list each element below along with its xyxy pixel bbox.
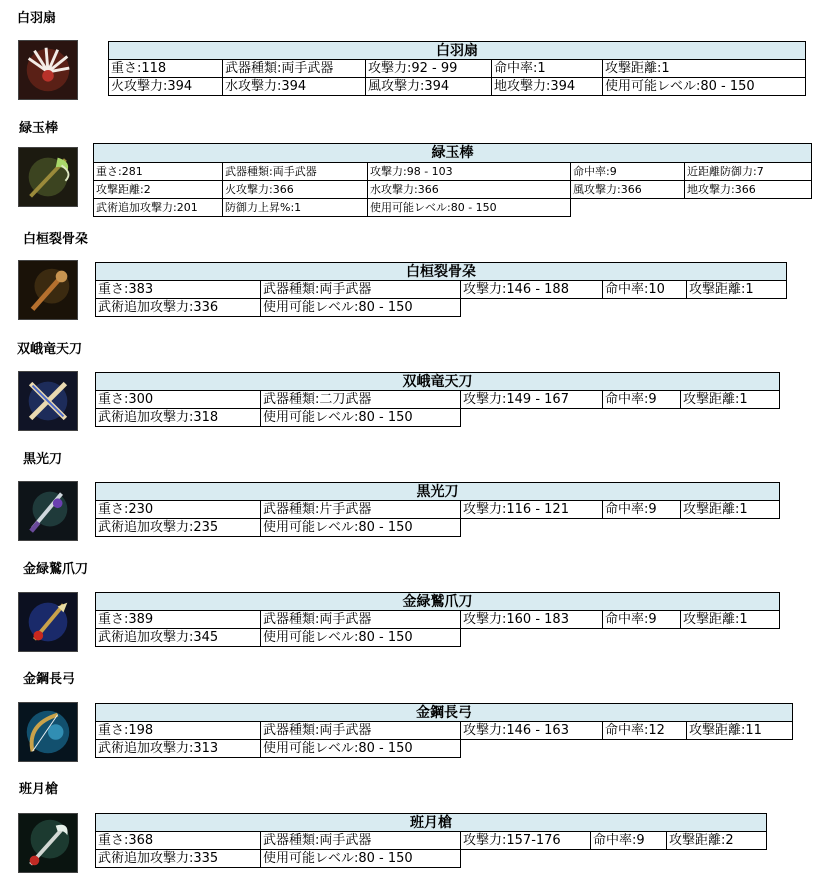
water-attack-cell: 水攻撃力:394	[223, 78, 366, 96]
attack-range-cell: 攻撃距離:1	[681, 611, 780, 629]
weight-cell: 重さ:389	[96, 611, 261, 629]
item-spec-table	[95, 592, 780, 647]
item-title: 金緑鷲爪刀	[23, 562, 89, 577]
item-spec-table	[95, 262, 787, 317]
weapon-type-cell: 武器種類:両手武器	[261, 281, 461, 299]
attack-cell: 攻撃力:98 - 103	[368, 163, 571, 181]
weight-cell: 重さ:368	[96, 832, 261, 850]
weight-cell: 重さ:230	[96, 501, 261, 519]
weight-cell: 重さ:118	[109, 60, 223, 78]
attack-range-cell: 攻撃距離:1	[603, 60, 806, 78]
attack-range-cell: 攻撃距離:2	[94, 181, 223, 199]
item-spec-table	[95, 813, 767, 868]
fire-attack-cell: 火攻撃力:394	[109, 78, 223, 96]
attack-range-cell: 攻撃距離:1	[681, 501, 780, 519]
accuracy-cell: 命中率:10	[603, 281, 687, 299]
item-spec-header: 白羽扇	[109, 42, 806, 60]
weapon-type-cell: 武器種類:片手武器	[261, 501, 461, 519]
water-attack-cell: 水攻撃力:366	[368, 181, 571, 199]
weight-cell: 重さ:281	[94, 163, 223, 181]
fire-attack-cell: 火攻撃力:366	[223, 181, 368, 199]
attack-cell: 攻撃力:146 - 163	[461, 722, 603, 740]
defense-up-cell: 防御力上昇%:1	[223, 199, 368, 217]
level-range-cell: 使用可能レベル:80 - 150	[261, 409, 461, 427]
level-range-cell: 使用可能レベル:80 - 150	[261, 740, 461, 758]
accuracy-cell: 命中率:9	[571, 163, 685, 181]
accuracy-cell: 命中率:9	[603, 391, 681, 409]
weapon-type-cell: 武器種類:両手武器	[261, 832, 461, 850]
item-spec-table	[95, 482, 780, 537]
item-title: 白桓裂骨朶	[23, 232, 89, 247]
level-range-cell: 使用可能レベル:80 - 150	[261, 299, 461, 317]
item-spec-table	[95, 703, 793, 758]
item-title: 緑玉棒	[19, 121, 59, 136]
martial-bonus-cell: 武術追加攻撃力:201	[94, 199, 223, 217]
close-defense-cell: 近距離防御力:7	[685, 163, 812, 181]
level-range-cell: 使用可能レベル:80 - 150	[368, 199, 571, 217]
weight-cell: 重さ:300	[96, 391, 261, 409]
black-light-sword-icon	[18, 481, 78, 541]
item-title: 黒光刀	[23, 452, 63, 467]
item-spec-table	[95, 372, 780, 427]
white-feather-fan-icon	[18, 40, 78, 100]
martial-bonus-cell: 武術追加攻撃力:336	[96, 299, 261, 317]
martial-bonus-cell: 武術追加攻撃力:318	[96, 409, 261, 427]
green-jade-staff-icon	[18, 147, 78, 207]
accuracy-cell: 命中率:12	[603, 722, 687, 740]
item-spec-table	[108, 41, 806, 96]
martial-bonus-cell: 武術追加攻撃力:235	[96, 519, 261, 537]
item-spec-header: 双峨竜天刀	[96, 373, 780, 391]
attack-range-cell: 攻撃距離:1	[687, 281, 787, 299]
weapon-type-cell: 武器種類:両手武器	[223, 60, 366, 78]
level-range-cell: 使用可能レベル:80 - 150	[603, 78, 806, 96]
bone-mace-icon	[18, 260, 78, 320]
earth-attack-cell: 地攻撃力:366	[685, 181, 812, 199]
earth-attack-cell: 地攻撃力:394	[492, 78, 603, 96]
weight-cell: 重さ:198	[96, 722, 261, 740]
level-range-cell: 使用可能レベル:80 - 150	[261, 519, 461, 537]
weapon-type-cell: 武器種類:両手武器	[261, 722, 461, 740]
attack-cell: 攻撃力:157-176	[461, 832, 591, 850]
level-range-cell: 使用可能レベル:80 - 150	[261, 850, 461, 868]
attack-cell: 攻撃力:160 - 183	[461, 611, 603, 629]
accuracy-cell: 命中率:9	[591, 832, 667, 850]
accuracy-cell: 命中率:9	[603, 501, 681, 519]
item-spec-header: 緑玉棒	[94, 144, 812, 163]
attack-range-cell: 攻撃距離:2	[667, 832, 767, 850]
item-title: 班月槍	[19, 782, 59, 797]
attack-cell: 攻撃力:92 - 99	[366, 60, 492, 78]
item-spec-header: 白桓裂骨朶	[96, 263, 787, 281]
accuracy-cell: 命中率:1	[492, 60, 603, 78]
weight-cell: 重さ:383	[96, 281, 261, 299]
attack-cell: 攻撃力:146 - 188	[461, 281, 603, 299]
attack-cell: 攻撃力:116 - 121	[461, 501, 603, 519]
attack-range-cell: 攻撃距離:11	[687, 722, 793, 740]
weapon-type-cell: 武器種類:両手武器	[261, 611, 461, 629]
item-spec-header: 金緑鷲爪刀	[96, 593, 780, 611]
item-spec-header: 黒光刀	[96, 483, 780, 501]
item-spec-header: 金鋼長弓	[96, 704, 793, 722]
wind-attack-cell: 風攻撃力:366	[571, 181, 685, 199]
attack-range-cell: 攻撃距離:1	[681, 391, 780, 409]
crescent-spear-icon	[18, 813, 78, 873]
martial-bonus-cell: 武術追加攻撃力:335	[96, 850, 261, 868]
martial-bonus-cell: 武術追加攻撃力:345	[96, 629, 261, 647]
eagle-claw-blade-icon	[18, 592, 78, 652]
golden-longbow-icon	[18, 702, 78, 762]
level-range-cell: 使用可能レベル:80 - 150	[261, 629, 461, 647]
item-title: 白羽扇	[17, 11, 57, 26]
weapon-type-cell: 武器種類:両手武器	[223, 163, 368, 181]
martial-bonus-cell: 武術追加攻撃力:313	[96, 740, 261, 758]
twin-dragon-blades-icon	[18, 371, 78, 431]
item-title: 金鋼長弓	[23, 672, 76, 687]
item-spec-header: 班月槍	[96, 814, 767, 832]
attack-cell: 攻撃力:149 - 167	[461, 391, 603, 409]
weapon-type-cell: 武器種類:二刀武器	[261, 391, 461, 409]
accuracy-cell: 命中率:9	[603, 611, 681, 629]
wind-attack-cell: 風攻撃力:394	[366, 78, 492, 96]
item-title: 双峨竜天刀	[17, 342, 83, 357]
item-spec-table	[93, 143, 812, 217]
